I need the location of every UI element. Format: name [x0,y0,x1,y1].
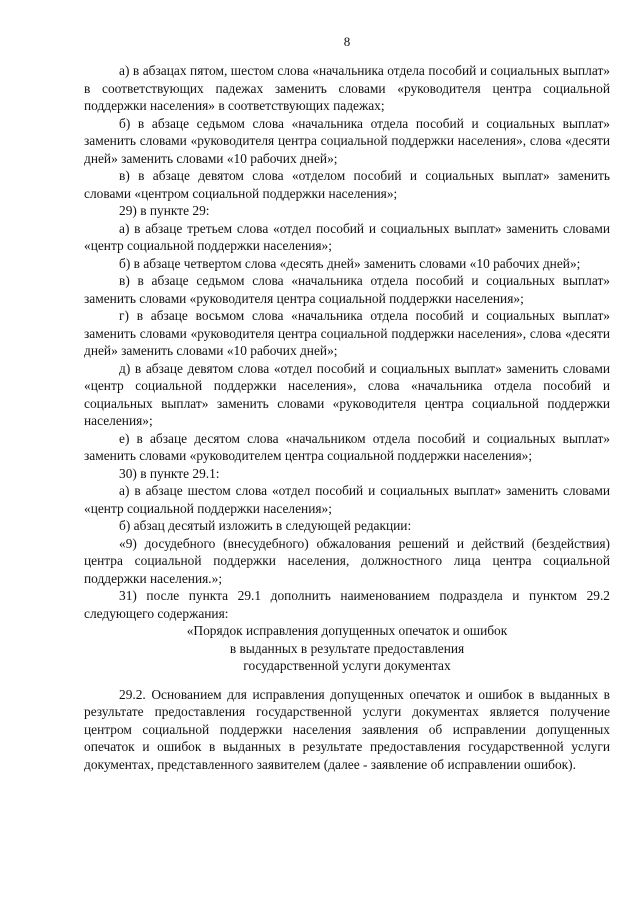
paragraph-29-v: в) в абзаце седьмом слова «начальника отдела пособий и социальных выплат» заменить словами «руководителя центра социальной поддержки населения»; [84,273,610,306]
paragraph-b-abzac-7: б) в абзаце седьмом слова «начальника отдела пособий и социальных выплат» заменить словами «руководителя центра социальной поддержки населения», слова «десяти дней» заменить словами «10 рабочих дней»; [84,115,610,166]
paragraph-29-e: е) в абзаце десятом слова «начальником отдела пособий и социальных выплат» заменить словами «руководителем центра социальной поддержки населения»; [84,430,610,463]
paragraph-item-31: 31) после пункта 29.1 дополнить наименованием подраздела и пунктом 29.2 следующего содержания: [84,588,610,621]
spacer [84,675,610,686]
paragraph-a-abzac-5-6: а) в абзацах пятом, шестом слова «начальника отдела пособий и социальных выплат» в соответствующих падежах заменить словами «руководителя центра социальной поддержки населения» в соответствующих падежах; [84,63,610,113]
paragraph-29-g: г) в абзаце восьмом слова «начальника отдела пособий и социальных выплат» заменить словами «руководителя центра социальной поддержки населения», слова «десяти дней» заменить словами «10 рабочих дней»; [84,308,610,358]
subsection-heading-line-1: «Порядок исправления допущенных опечаток и ошибок [186,623,508,638]
subsection-heading-line-3: государственной услуги документах [243,658,451,673]
paragraph-30-b: б) абзац десятый изложить в следующей редакции: [119,518,412,533]
subsection-heading-line-2: в выданных в результате предоставления [229,640,465,656]
paragraph-29-b: б) в абзаце четвертом слова «десять дней» заменить словами «10 рабочих дней»; [119,255,581,271]
paragraph-29-a: а) в абзаце третьем слова «отдел пособий и социальных выплат» заменить словами «центр социальной поддержки населения»; [84,220,610,253]
paragraph-30-a: а) в абзаце шестом слова «отдел пособий и социальных выплат» заменить словами «центр социальной поддержки населения»; [84,483,610,516]
paragraph-29-d: д) в абзаце девятом слова «отдел пособий и социальных выплат» заменить словами «центр социальной поддержки населения», слова «начальника отдела пособий и социальных выплат» заменить словами «руководителя центра социальной поддержки населения»; [84,360,610,428]
paragraph-30-b-quote: «9) досудебного (внесудебного) обжалования решений и действий (бездействия) центра социальной поддержки населения, должностного лица центра социальной поддержки населения.»; [84,535,610,586]
page-number: 8 [343,34,351,49]
paragraph-v-abzac-9: в) в абзаце девятом слова «отделом пособий и социальных выплат» заменить словами «центром социальной поддержки населения»; [84,168,610,201]
paragraph-item-29: 29) в пункте 29: [119,203,210,218]
paragraph-29-2: 29.2. Основанием для исправления допущенных опечаток и ошибок в выданных в результате предоставления государственной услуги документах является получение центром социальной поддержки населения заявления об исправлении допущенных опечаток и ошибок в выданных в результате предоставления государственной услуги документах, представленного заявителем (далее - заявление об исправлении ошибок). [84,686,610,772]
paragraph-item-30: 30) в пункте 29.1: [119,465,220,481]
